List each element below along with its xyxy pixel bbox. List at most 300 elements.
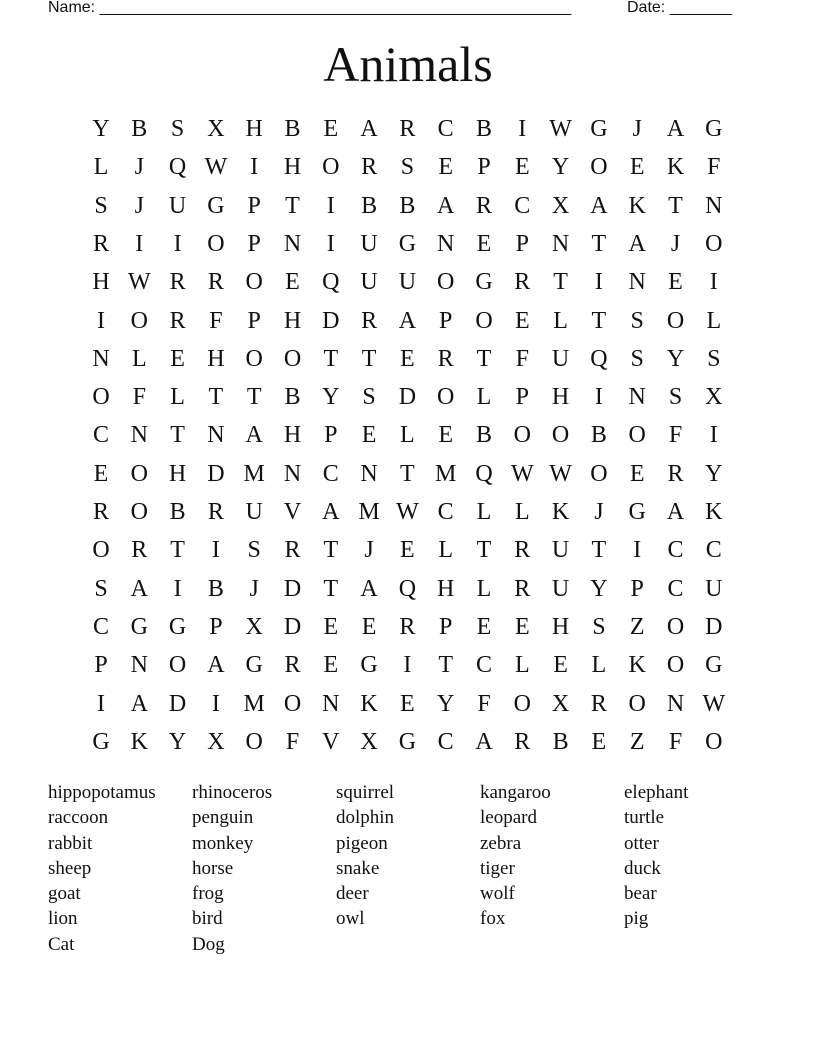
grid-letter: G xyxy=(705,652,723,679)
grid-letter: E xyxy=(476,230,492,257)
grid-letter: V xyxy=(283,499,302,525)
grid-letter: C xyxy=(437,499,454,525)
grid-letter: G xyxy=(130,613,148,640)
word-list-item: rabbit xyxy=(48,832,93,854)
grid-letter: R xyxy=(131,537,148,564)
grid-letter: A xyxy=(590,192,608,219)
grid-letter: L xyxy=(476,384,492,411)
grid-letter: N xyxy=(207,422,225,449)
grid-letter: B xyxy=(475,422,492,449)
grid-letter: S xyxy=(630,307,644,334)
grid-letter: L xyxy=(170,384,185,411)
grid-letter: A xyxy=(398,307,417,334)
grid-letter: K xyxy=(705,499,723,525)
grid-letter: T xyxy=(553,269,568,296)
grid-letter: T xyxy=(400,460,415,487)
grid-letter: N xyxy=(666,690,685,717)
grid-letter: E xyxy=(668,269,683,296)
grid-letter: L xyxy=(514,499,530,525)
grid-letter: R xyxy=(92,230,109,257)
grid-letter: I xyxy=(173,230,182,257)
grid-letter: L xyxy=(131,345,147,372)
word-list-item: bird xyxy=(192,908,223,930)
grid-letter: F xyxy=(515,345,529,372)
grid-letter: O xyxy=(245,345,263,372)
date-field-label: Date: _______ xyxy=(627,0,732,16)
grid-letter: Q xyxy=(398,575,417,602)
grid-letter: R xyxy=(590,690,607,717)
grid-letter: B xyxy=(399,192,416,219)
grid-letter: T xyxy=(170,537,185,564)
grid-letter: T xyxy=(476,537,492,564)
grid-letter: E xyxy=(629,460,645,487)
grid-letter: R xyxy=(667,460,684,487)
grid-letter: M xyxy=(243,460,265,487)
grid-letter: U xyxy=(551,537,570,564)
grid-letter: E xyxy=(629,154,645,181)
grid-letter: T xyxy=(323,575,339,602)
grid-letter: I xyxy=(211,690,220,717)
grid-letter: E xyxy=(285,269,300,296)
grid-letter: W xyxy=(702,690,726,717)
word-list-item: goat xyxy=(48,883,81,905)
word-list-item: raccoon xyxy=(48,807,109,829)
grid-letter: N xyxy=(283,230,302,257)
word-list-item: frog xyxy=(192,883,224,905)
grid-letter: Z xyxy=(629,613,645,640)
grid-letter: F xyxy=(209,307,223,334)
grid-letter: H xyxy=(245,116,263,142)
grid-letter: I xyxy=(135,230,144,257)
grid-letter: E xyxy=(514,307,530,334)
grid-letter: G xyxy=(705,116,723,142)
grid-letter: P xyxy=(209,613,223,640)
grid-letter: J xyxy=(364,537,374,564)
grid-letter: U xyxy=(551,345,570,372)
grid-letter: Q xyxy=(168,154,187,181)
grid-letter: B xyxy=(207,575,224,602)
grid-letter: O xyxy=(207,230,225,257)
grid-letter: P xyxy=(247,230,261,257)
word-list-item: Dog xyxy=(192,933,225,955)
grid-letter: D xyxy=(322,307,340,334)
word-list-item: duck xyxy=(624,857,661,879)
grid-letter: T xyxy=(476,345,492,372)
grid-letter: F xyxy=(477,690,491,717)
grid-letter: N xyxy=(322,690,340,717)
grid-letter: I xyxy=(211,537,220,564)
grid-letter: L xyxy=(514,652,530,679)
grid-letter: C xyxy=(475,652,492,679)
grid-letter: S xyxy=(247,537,261,564)
grid-letter: O xyxy=(283,345,302,372)
grid-letter: V xyxy=(322,728,340,755)
grid-letter: T xyxy=(591,307,607,334)
word-list-item: bear xyxy=(624,883,657,905)
grid-letter: O xyxy=(92,384,110,411)
word-list-item: turtle xyxy=(624,807,665,829)
grid-letter: B xyxy=(284,116,301,142)
grid-letter: O xyxy=(437,384,455,411)
grid-letter: O xyxy=(322,154,340,181)
grid-letter: X xyxy=(551,192,570,219)
grid-letter: E xyxy=(438,154,454,181)
grid-letter: C xyxy=(667,575,684,602)
grid-letter: L xyxy=(476,499,492,525)
grid-letter: W xyxy=(549,116,572,142)
grid-letter: N xyxy=(283,460,302,487)
grid-letter: O xyxy=(628,422,646,449)
grid-letter: G xyxy=(475,269,493,296)
grid-letter: K xyxy=(666,154,685,181)
grid-letter: W xyxy=(396,499,419,525)
grid-letter: A xyxy=(628,230,646,257)
grid-letter: I xyxy=(709,269,718,296)
grid-letter: R xyxy=(92,499,109,525)
grid-letter: O xyxy=(437,269,455,296)
grid-letter: X xyxy=(551,690,570,717)
grid-letter: O xyxy=(130,499,148,525)
grid-letter: T xyxy=(591,230,607,257)
grid-letter: H xyxy=(283,307,302,334)
grid-letter: S xyxy=(630,345,644,372)
grid-letter: Z xyxy=(629,728,645,755)
grid-letter: K xyxy=(130,728,148,755)
grid-letter: U xyxy=(360,230,378,257)
grid-letter: A xyxy=(360,575,378,602)
grid-letter: O xyxy=(513,690,531,717)
grid-letter: H xyxy=(168,460,187,487)
grid-letter: B xyxy=(590,422,607,449)
grid-letter: J xyxy=(632,116,642,142)
grid-letter: I xyxy=(97,307,105,334)
grid-letter: S xyxy=(592,613,606,640)
grid-letter: B xyxy=(284,384,301,411)
word-list-item: tiger xyxy=(480,857,515,879)
grid-letter: U xyxy=(551,575,570,602)
grid-letter: N xyxy=(628,384,646,411)
grid-letter: G xyxy=(398,728,417,755)
grid-letter: L xyxy=(553,307,568,334)
grid-letter: U xyxy=(245,499,263,525)
grid-letter: B xyxy=(361,192,378,219)
grid-letter: A xyxy=(437,192,455,219)
grid-letter: E xyxy=(170,345,185,372)
header xyxy=(48,0,740,20)
grid-letter: G xyxy=(398,230,417,257)
grid-letter: R xyxy=(284,537,301,564)
grid-letter: G xyxy=(245,652,263,679)
grid-letter: Y xyxy=(322,384,340,411)
grid-letter: S xyxy=(400,154,415,181)
grid-letter: N xyxy=(130,652,148,679)
grid-letter: R xyxy=(399,116,416,142)
word-list-item: elephant xyxy=(624,782,689,803)
word-list-item: monkey xyxy=(192,832,254,854)
grid-letter: M xyxy=(358,499,380,525)
grid-letter: I xyxy=(250,154,259,181)
grid-letter: Y xyxy=(437,690,455,717)
grid-letter: T xyxy=(591,537,607,564)
grid-letter: J xyxy=(134,192,144,219)
grid-letter: J xyxy=(594,499,604,525)
grid-letter: J xyxy=(249,575,259,602)
grid-letter: N xyxy=(437,230,455,257)
word-list-item: sheep xyxy=(48,857,92,879)
grid-letter: O xyxy=(590,154,608,181)
grid-letter: H xyxy=(92,269,110,296)
grid-letter: G xyxy=(628,499,646,525)
grid-letter: A xyxy=(666,116,685,142)
name-field-label: Name: _____________________________________________________ xyxy=(48,0,572,16)
grid-letter: U xyxy=(360,269,378,296)
grid-letter: O xyxy=(705,230,723,257)
grid-letter: P xyxy=(515,384,529,411)
word-list-item: hippopotamus xyxy=(48,782,156,803)
grid-letter: U xyxy=(398,269,417,296)
grid-letter: I xyxy=(594,269,603,296)
grid-letter: L xyxy=(706,307,722,334)
grid-letter: F xyxy=(668,422,683,449)
page-title: Animals xyxy=(323,36,493,92)
grid-letter: S xyxy=(94,192,108,219)
word-list-item: owl xyxy=(336,908,365,930)
grid-letter: K xyxy=(628,652,646,679)
grid-letter: R xyxy=(361,307,378,334)
grid-letter: H xyxy=(437,575,455,602)
grid-letter: C xyxy=(514,192,531,219)
grid-letter: P xyxy=(247,192,261,219)
grid-letter: E xyxy=(476,613,492,640)
word-list-item: Cat xyxy=(48,933,75,955)
grid-letter: B xyxy=(475,116,492,142)
grid-letter: P xyxy=(477,154,491,181)
grid-letter: T xyxy=(170,422,185,449)
grid-letter: P xyxy=(515,230,529,257)
grid-letter: Y xyxy=(590,575,608,602)
grid-letter: R xyxy=(361,154,378,181)
grid-letter: S xyxy=(707,345,721,372)
grid-letter: A xyxy=(245,422,263,449)
grid-letter: E xyxy=(400,537,415,564)
grid-letter: G xyxy=(92,728,110,755)
grid-letter: E xyxy=(514,154,530,181)
word-list xyxy=(48,780,768,957)
grid-letter: S xyxy=(668,384,683,411)
grid-letter: Y xyxy=(666,345,685,372)
grid-letter: U xyxy=(705,575,723,602)
grid-letter: A xyxy=(207,652,225,679)
grid-letter: I xyxy=(594,384,603,411)
grid-letter: R xyxy=(514,537,531,564)
grid-letter: O xyxy=(168,652,187,679)
grid-letter: T xyxy=(361,345,377,372)
grid-letter: N xyxy=(705,192,723,219)
grid-letter: L xyxy=(93,154,109,181)
word-list-item: pigeon xyxy=(336,832,388,854)
grid-letter: E xyxy=(400,690,415,717)
grid-letter: J xyxy=(134,154,144,181)
grid-letter: I xyxy=(709,422,718,449)
grid-letter: X xyxy=(245,613,263,640)
grid-letter: G xyxy=(168,613,187,640)
grid-letter: E xyxy=(323,116,339,142)
grid-letter: D xyxy=(283,575,302,602)
grid-letter: R xyxy=(475,192,492,219)
grid-letter: W xyxy=(204,154,228,181)
grid-letter: E xyxy=(93,460,109,487)
grid-letter: Y xyxy=(92,116,110,142)
grid-letter: W xyxy=(127,269,151,296)
grid-letter: E xyxy=(514,613,530,640)
grid-letter: J xyxy=(670,230,681,257)
grid-letter: R xyxy=(207,499,224,525)
grid-letter: E xyxy=(591,728,607,755)
grid-letter: R xyxy=(284,652,301,679)
word-list-item: wolf xyxy=(480,883,515,905)
grid-letter: L xyxy=(591,652,607,679)
grid-letter: O xyxy=(130,460,148,487)
grid-letter: P xyxy=(247,307,261,334)
grid-letter: A xyxy=(475,728,493,755)
grid-letter: B xyxy=(131,116,148,142)
grid-letter: X xyxy=(207,728,225,755)
grid-letter: B xyxy=(552,728,569,755)
grid-letter: E xyxy=(361,613,377,640)
grid-letter: M xyxy=(243,690,265,717)
grid-letter: O xyxy=(666,613,685,640)
grid-letter: F xyxy=(132,384,146,411)
grid-letter: P xyxy=(439,613,453,640)
grid-letter: G xyxy=(360,652,378,679)
grid-letter: Y xyxy=(168,728,187,755)
grid-letter: D xyxy=(207,460,225,487)
grid-letter: P xyxy=(94,652,108,679)
grid-letter: N xyxy=(360,460,378,487)
grid-letter: C xyxy=(322,460,339,487)
grid-letter: Q xyxy=(475,460,493,487)
grid-letter: R xyxy=(399,613,416,640)
grid-letter: P xyxy=(630,575,644,602)
grid-letter: T xyxy=(208,384,224,411)
word-list-item: otter xyxy=(624,832,659,854)
grid-letter: O xyxy=(551,422,570,449)
grid-letter: Q xyxy=(322,269,340,296)
word-list-item: pig xyxy=(624,908,649,930)
grid-letter: Y xyxy=(705,460,723,487)
grid-letter: R xyxy=(437,345,454,372)
grid-letter: O xyxy=(705,728,723,755)
grid-letter: K xyxy=(360,690,378,717)
grid-letter: E xyxy=(323,613,339,640)
grid-letter: N xyxy=(130,422,148,449)
grid-letter: O xyxy=(590,460,608,487)
word-list-item: kangaroo xyxy=(480,782,551,803)
grid-letter: S xyxy=(362,384,376,411)
grid-letter: D xyxy=(283,613,302,640)
grid-letter: I xyxy=(518,116,527,142)
grid-letter: L xyxy=(400,422,415,449)
grid-letter: O xyxy=(245,269,263,296)
grid-letter: F xyxy=(707,154,721,181)
grid-letter: C xyxy=(92,613,109,640)
grid-letter: X xyxy=(207,116,225,142)
grid-letter: C xyxy=(705,537,722,564)
grid-letter: I xyxy=(173,575,182,602)
grid-letter: O xyxy=(513,422,531,449)
grid-letter: T xyxy=(438,652,454,679)
grid-letter: P xyxy=(324,422,338,449)
grid-letter: O xyxy=(628,690,646,717)
grid-letter: R xyxy=(207,269,224,296)
word-list-item: horse xyxy=(192,857,234,879)
grid-letter: O xyxy=(475,307,493,334)
word-list-item: rhinoceros xyxy=(192,782,273,803)
grid-letter: I xyxy=(326,192,335,219)
grid-letter: X xyxy=(705,384,723,411)
grid-letter: F xyxy=(668,728,683,755)
grid-letter: Q xyxy=(590,345,608,372)
grid-letter: O xyxy=(92,537,110,564)
grid-letter: T xyxy=(323,345,339,372)
grid-letter: H xyxy=(551,384,570,411)
grid-letter: E xyxy=(400,345,415,372)
grid-letter: N xyxy=(551,230,570,257)
grid-letter: C xyxy=(437,116,454,142)
grid-letter: E xyxy=(438,422,454,449)
grid-letter: C xyxy=(437,728,454,755)
grid-letter: S xyxy=(94,575,108,602)
grid-letter: T xyxy=(285,192,300,219)
word-list-item: deer xyxy=(336,883,369,905)
grid-letter: H xyxy=(283,422,302,449)
grid-letter: H xyxy=(283,154,302,181)
word-list-item: lion xyxy=(48,908,78,930)
grid-letter: R xyxy=(169,269,186,296)
word-list-item: snake xyxy=(336,857,380,879)
word-list-item: penguin xyxy=(192,807,254,829)
word-list-item: zebra xyxy=(480,832,522,854)
grid-letter: S xyxy=(170,116,185,142)
grid-letter: A xyxy=(360,116,378,142)
grid-letter: X xyxy=(360,728,378,755)
grid-letter: E xyxy=(323,652,339,679)
grid-letter: D xyxy=(705,613,723,640)
grid-letter: L xyxy=(438,537,454,564)
grid-letter: R xyxy=(514,728,531,755)
grid-letter: O xyxy=(666,652,685,679)
grid-letter: I xyxy=(403,652,412,679)
grid-letter: D xyxy=(168,690,187,717)
word-list-item: dolphin xyxy=(336,807,395,829)
grid-letter: G xyxy=(207,192,225,219)
grid-letter: D xyxy=(398,384,417,411)
word-list-item: leopard xyxy=(480,807,537,829)
grid-letter: I xyxy=(326,230,335,257)
grid-letter: R xyxy=(514,575,531,602)
grid-letter: B xyxy=(169,499,186,525)
grid-letter: N xyxy=(628,269,646,296)
grid-letter: F xyxy=(285,728,300,755)
grid-letter: O xyxy=(283,690,302,717)
word-list-item: fox xyxy=(480,908,506,930)
grid-letter: U xyxy=(168,192,187,219)
grid-letter: I xyxy=(633,537,642,564)
grid-letter: T xyxy=(246,384,262,411)
grid-letter: O xyxy=(245,728,263,755)
grid-letter: H xyxy=(551,613,570,640)
grid-letter: A xyxy=(666,499,685,525)
